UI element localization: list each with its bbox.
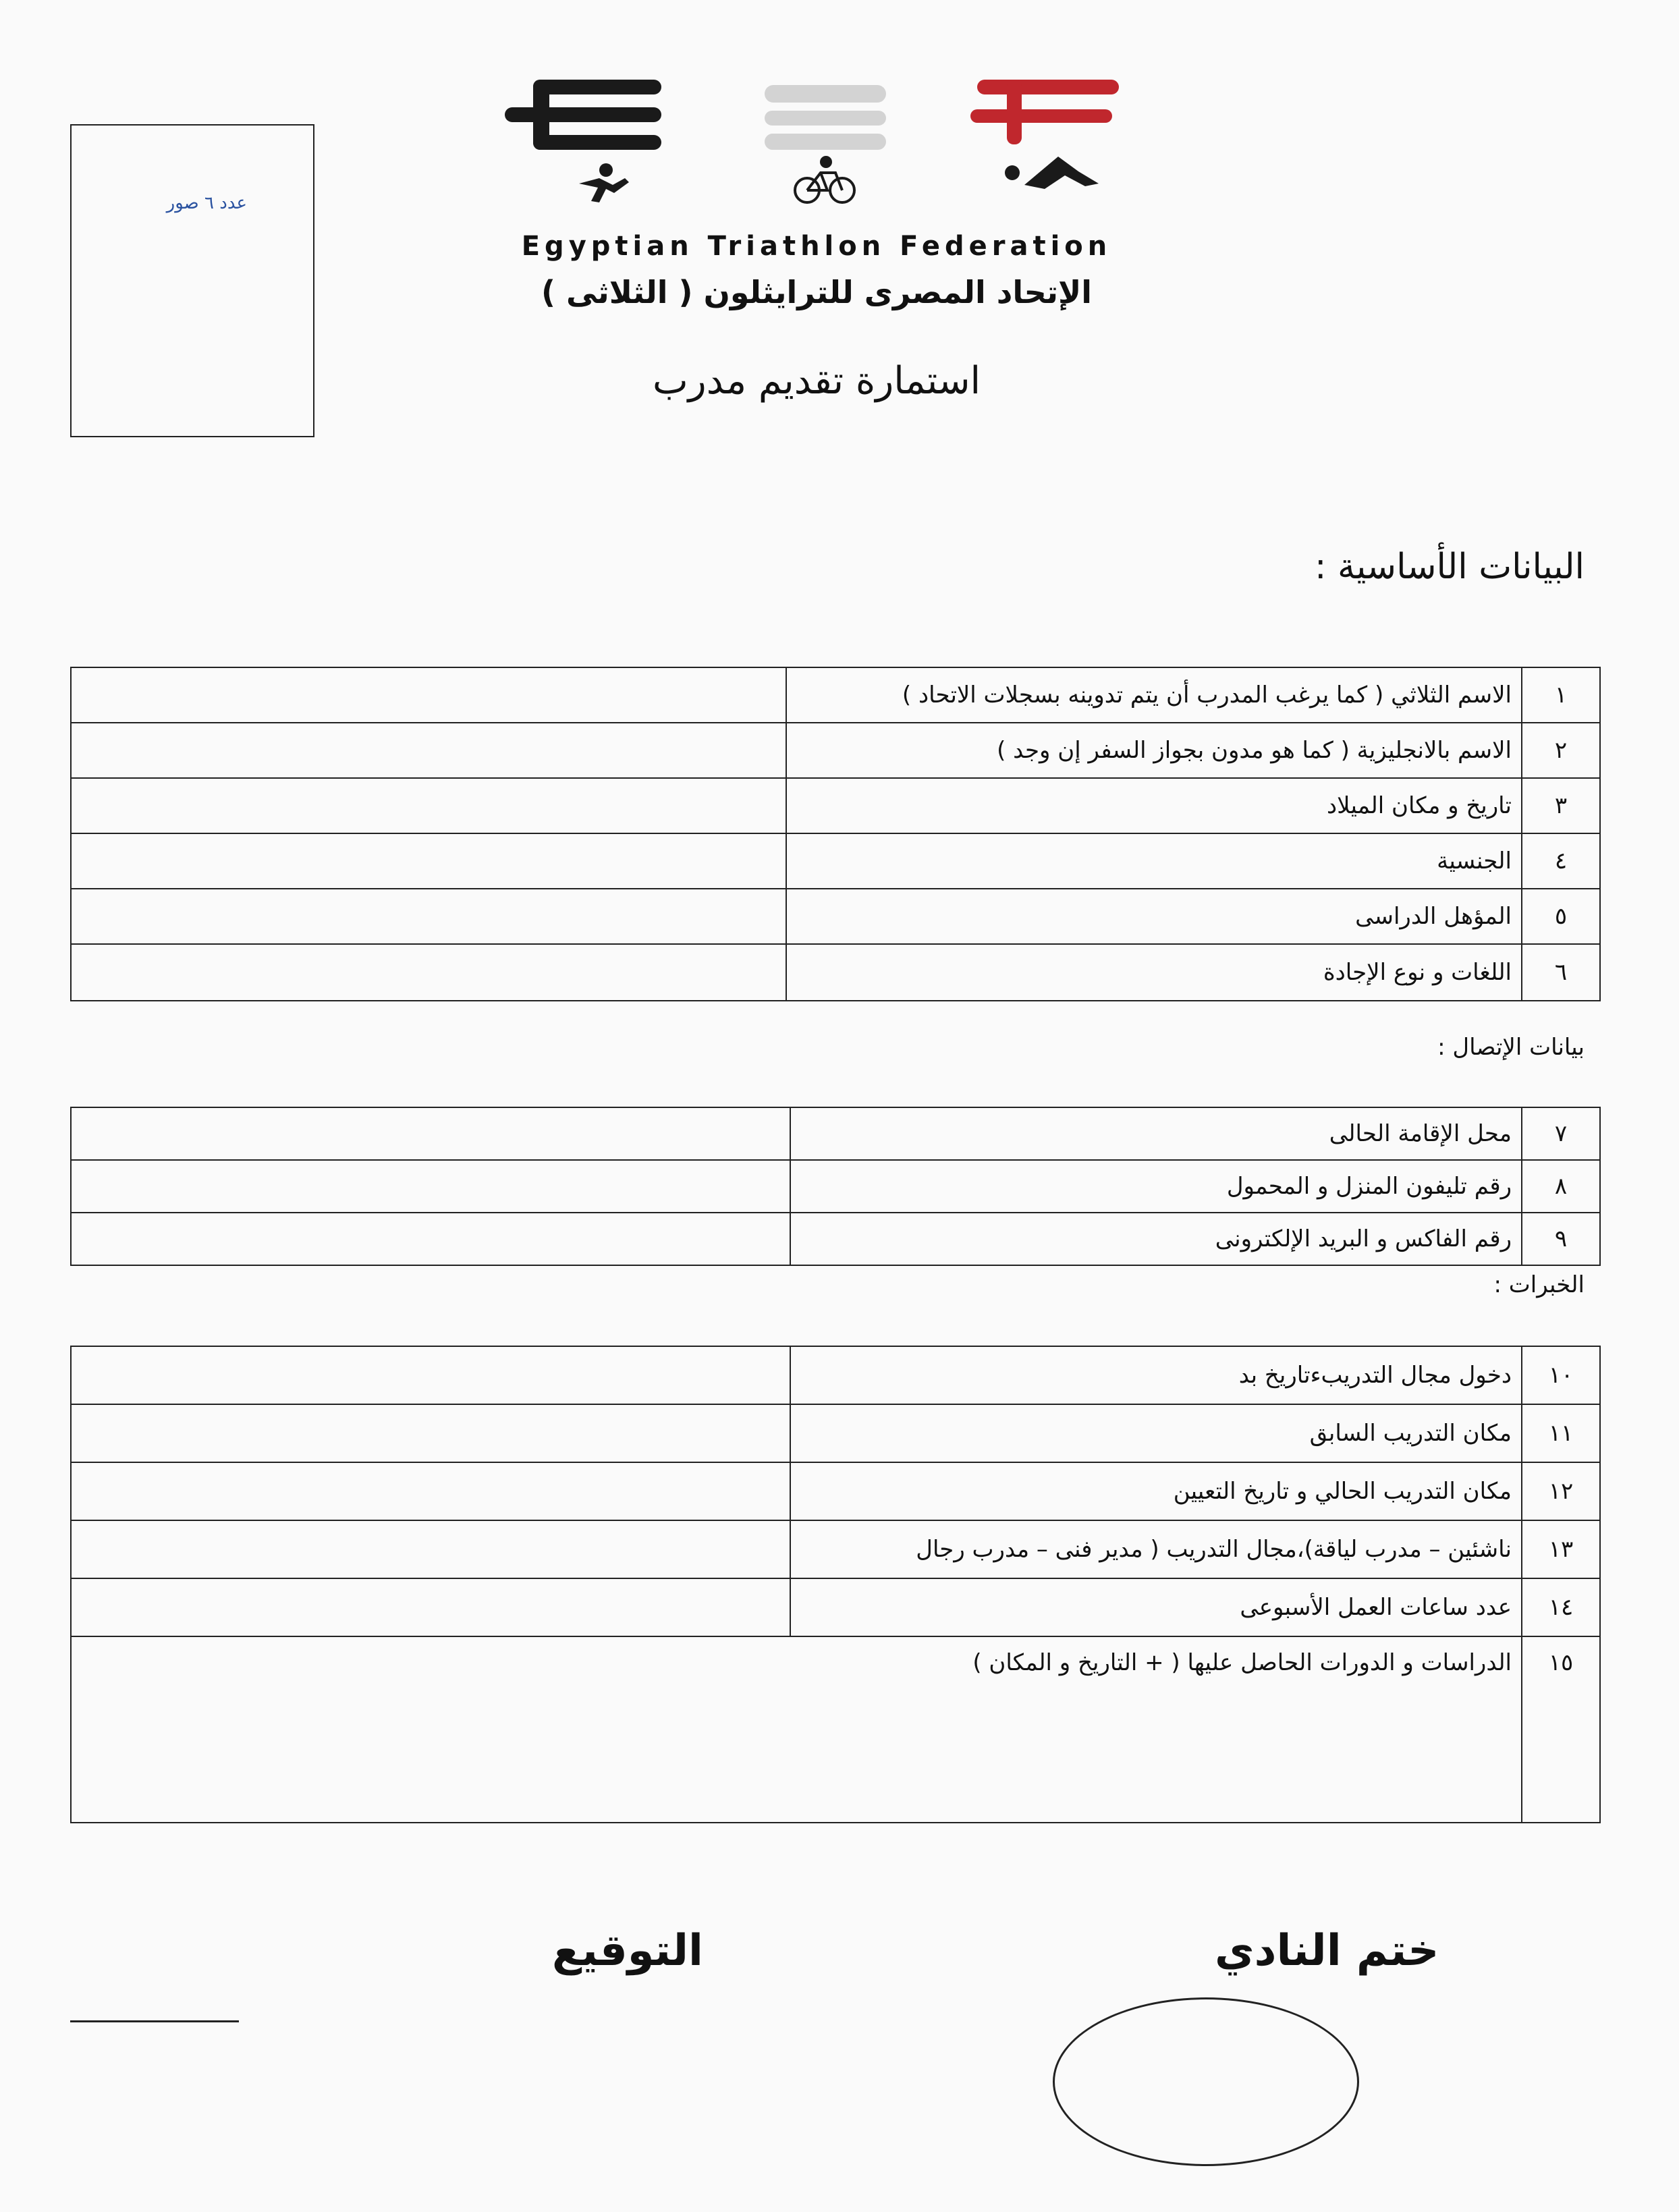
table-row <box>71 1160 1600 1213</box>
training-field-field[interactable] <box>71 1520 790 1578</box>
row-number: ١١ <box>1522 1404 1600 1462</box>
logo-letter-middle <box>765 85 886 150</box>
table-row <box>71 1107 1600 1160</box>
row-label: اللغات و نوع الإجادة <box>786 944 1522 1001</box>
row-number: ١٤ <box>1522 1578 1600 1636</box>
section-experience-heading: الخبرات : <box>1493 1271 1585 1298</box>
run-icon <box>579 163 629 202</box>
fax-email-field[interactable] <box>71 1213 790 1265</box>
row-label: مكان التدريب السابق <box>790 1404 1522 1462</box>
federation-logo <box>505 70 1132 205</box>
birth-date-place-field[interactable] <box>71 778 786 833</box>
row-label: محل الإقامة الحالى <box>790 1107 1522 1160</box>
row-label: الاسم الثلاثي ( كما يرغب المدرب أن يتم تدوينه بسجلات الاتحاد ) <box>786 667 1522 723</box>
section-contact-heading: بيانات الإتصال : <box>1437 1034 1585 1061</box>
federation-name-ar: الإتحاد المصرى للترايثلون ( الثلاثى ) <box>541 274 1093 310</box>
table-row <box>71 667 1600 723</box>
row-number: ١٣ <box>1522 1520 1600 1578</box>
row-number: ١٥ <box>1522 1636 1600 1823</box>
languages-field[interactable] <box>71 944 786 1001</box>
row-label: رقم تليفون المنزل و المحمول <box>790 1160 1522 1213</box>
qualification-field[interactable] <box>71 889 786 944</box>
row-label: الدراسات و الدورات الحاصل عليها ( + التاريخ و المكان ) <box>972 1649 1512 1676</box>
table-row <box>71 1636 1600 1823</box>
table-row <box>71 833 1600 889</box>
row-number: ١ <box>1522 667 1600 723</box>
row-number: ٢ <box>1522 723 1600 778</box>
federation-name-en: Egyptian Triathlon Federation <box>521 231 1112 262</box>
photo-box <box>70 124 314 437</box>
row-label: عدد ساعات العمل الأسبوعى <box>790 1578 1522 1636</box>
table-row <box>71 1404 1600 1462</box>
table-row <box>71 723 1600 778</box>
row-number: ٣ <box>1522 778 1600 833</box>
contact-data-table <box>70 1107 1601 1266</box>
residence-field[interactable] <box>71 1107 790 1160</box>
section-basic-data-heading: البيانات الأساسية : <box>1314 547 1585 587</box>
row-number: ٨ <box>1522 1160 1600 1213</box>
table-row <box>71 944 1600 1001</box>
photo-count-note: عدد ٦ صور <box>166 193 247 213</box>
row-label: الجنسية <box>786 833 1522 889</box>
row-label: رقم الفاكس و البريد الإلكترونى <box>790 1213 1522 1265</box>
row-number: ٥ <box>1522 889 1600 944</box>
basic-data-table <box>70 667 1601 1001</box>
row-label: مكان التدريب الحالي و تاريخ التعيين <box>790 1462 1522 1520</box>
row-number: ١٠ <box>1522 1346 1600 1404</box>
row-number: ٩ <box>1522 1213 1600 1265</box>
experience-table <box>70 1346 1601 1823</box>
signature-label: التوقيع <box>552 1926 703 1976</box>
row-label: دخول مجال التدريبءتاريخ بد <box>790 1346 1522 1404</box>
row-label: الاسم بالانجليزية ( كما هو مدون بجواز السفر إن وجد ) <box>786 723 1522 778</box>
row-label: تاريخ و مكان الميلاد <box>786 778 1522 833</box>
table-row <box>71 1346 1600 1404</box>
signature-line[interactable] <box>70 2020 239 2022</box>
phone-field[interactable] <box>71 1160 790 1213</box>
bike-icon <box>795 157 854 202</box>
table-row <box>71 1462 1600 1520</box>
studies-courses-field[interactable] <box>71 1636 1522 1823</box>
full-name-field[interactable] <box>71 667 786 723</box>
club-stamp-oval[interactable] <box>1053 1997 1359 2166</box>
english-name-field[interactable] <box>71 723 786 778</box>
swim-icon <box>1005 157 1099 189</box>
logo-letter-e <box>505 80 661 150</box>
nationality-field[interactable] <box>71 833 786 889</box>
row-label: ناشئين – مدرب لياقة)،مجال التدريب ( مدير فنى – مدرب رجال <box>790 1520 1522 1578</box>
table-row <box>71 1213 1600 1265</box>
logo-letter-f <box>970 80 1119 144</box>
row-number: ٦ <box>1522 944 1600 1001</box>
previous-club-field[interactable] <box>71 1404 790 1462</box>
row-number: ١٢ <box>1522 1462 1600 1520</box>
table-row <box>71 889 1600 944</box>
table-row <box>71 1520 1600 1578</box>
logo-graphic <box>505 70 1132 205</box>
training-start-field[interactable] <box>71 1346 790 1404</box>
weekly-hours-field[interactable] <box>71 1578 790 1636</box>
table-row <box>71 1578 1600 1636</box>
club-stamp-label: ختم النادي <box>1215 1926 1439 1976</box>
row-number: ٤ <box>1522 833 1600 889</box>
row-number: ٧ <box>1522 1107 1600 1160</box>
current-club-field[interactable] <box>71 1462 790 1520</box>
row-label: المؤهل الدراسى <box>786 889 1522 944</box>
form-title: استمارة تقديم مدرب <box>652 359 981 403</box>
table-row <box>71 778 1600 833</box>
